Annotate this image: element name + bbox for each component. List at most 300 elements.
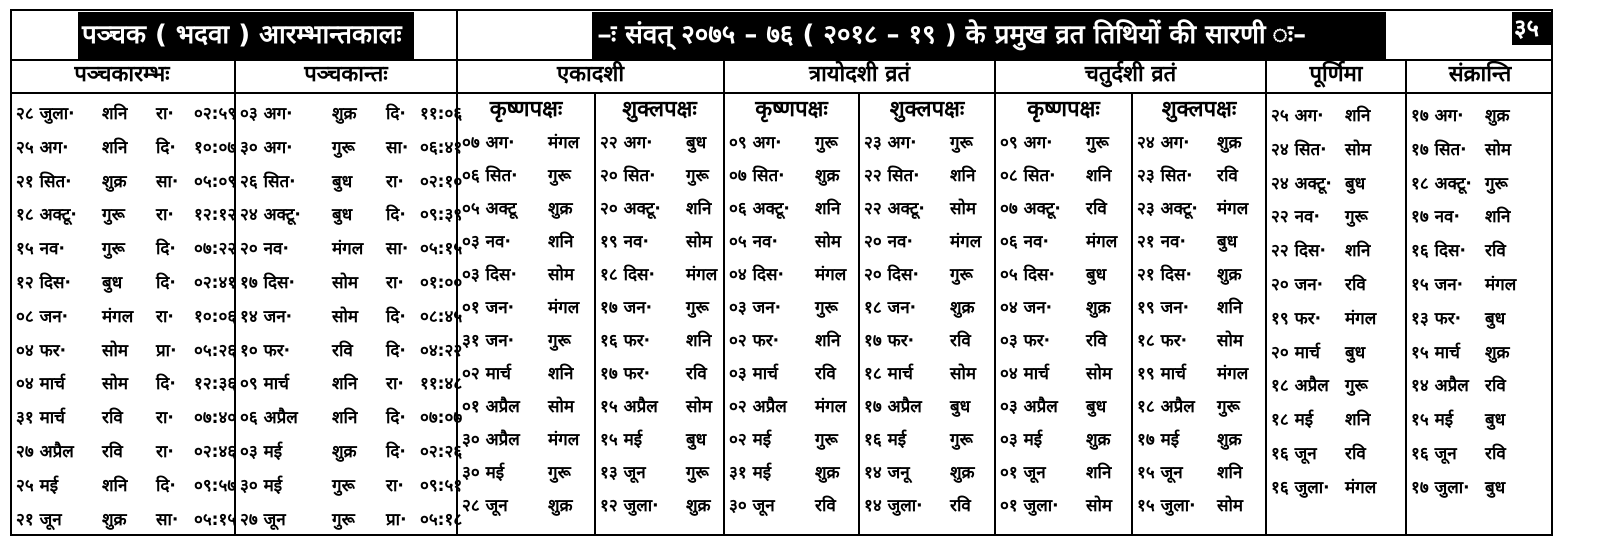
cell-text: १८ फर·: [1137, 331, 1188, 351]
cell-text: ०१:००: [420, 273, 463, 293]
cell-text: शनि: [1086, 166, 1112, 186]
cell-text: सोम: [332, 273, 359, 293]
cell-text: १७ फर·: [600, 364, 651, 384]
cell-text: मंगल: [102, 306, 134, 327]
cell-text: २७ जून: [240, 509, 286, 530]
cell-text: ३१ जन·: [462, 331, 515, 351]
cell-text: शनि: [548, 364, 574, 384]
cell-text: २३ सित·: [1137, 166, 1193, 186]
cell-text: शनि: [815, 199, 841, 219]
cell-text: रवि: [1345, 275, 1366, 295]
cell-text: शुक्र: [1217, 430, 1242, 450]
cell-text: दि·: [386, 306, 406, 327]
cell-text: गुरू: [815, 430, 838, 450]
cell-text: ०३ अग·: [240, 104, 293, 124]
cell-text: सा·: [156, 171, 179, 192]
cell-text: १५ मई: [600, 430, 643, 450]
cell-text: रवि: [1485, 376, 1506, 397]
cell-text: शनि: [686, 199, 712, 219]
sub-divider: [594, 92, 596, 536]
cell-text: ०७ अक्टू·: [1000, 199, 1061, 219]
cell-text: २५ अग·: [1271, 106, 1324, 126]
cell-text: १५ अप्रैल: [600, 397, 658, 417]
cell-text: ०२:४१: [194, 273, 237, 293]
cell-text: रवि: [1485, 444, 1506, 464]
cell-text: मंगल: [815, 265, 847, 285]
cell-text: १९ फर·: [1271, 308, 1322, 329]
cell-text: सा·: [386, 239, 409, 260]
cell-text: बुध: [1345, 173, 1366, 194]
cell-text: गुरू: [686, 298, 709, 318]
cell-text: ३१ मई: [729, 463, 772, 483]
cell-text: बुध: [686, 133, 707, 153]
cell-text: शुक्र: [548, 199, 573, 219]
cell-text: २० अक्टू·: [600, 199, 661, 219]
header-bottom-rule: [10, 92, 1553, 94]
cell-text: १८ दिस·: [600, 265, 655, 285]
cell-text: ०४ मार्च: [1000, 364, 1049, 384]
header-panchak-start: पञ्चकारम्भः: [74, 62, 170, 87]
cell-text: १८ जन·: [864, 298, 917, 318]
cell-text: सोम: [548, 397, 575, 417]
cell-text: शनि: [686, 331, 712, 351]
cell-text: ०१ जुला·: [1000, 496, 1059, 516]
cell-text: शुक्र: [815, 166, 840, 186]
cell-text: ०४ जन·: [1000, 298, 1053, 318]
cell-text: शुक्र: [1086, 298, 1111, 318]
cell-text: ११:०६: [420, 104, 463, 124]
cell-text: ०१ जून: [1000, 463, 1046, 483]
cell-text: ०९ मार्च: [240, 374, 289, 395]
cell-text: १८ अप्रैल: [1271, 376, 1329, 397]
cell-text: शनि: [1485, 207, 1511, 228]
cell-text: गुरू: [1217, 397, 1240, 417]
subheader-trayodashi-shukla: शुक्लपक्षः: [889, 97, 965, 122]
cell-text: १५ नव·: [16, 239, 65, 260]
cell-text: बुध: [1485, 477, 1506, 498]
cell-text: ०९ अग·: [1000, 133, 1053, 153]
cell-text: ०२ फर·: [729, 331, 780, 351]
cell-text: गुरू: [1345, 376, 1368, 397]
cell-text: शुक्र: [1485, 106, 1510, 126]
cell-text: ०५:२६: [194, 340, 237, 361]
cell-text: सा·: [156, 509, 179, 530]
cell-text: बुध: [1217, 232, 1238, 252]
cell-text: रवि: [102, 408, 123, 429]
cell-text: ०६ सित·: [462, 166, 518, 186]
cell-text: १५ जून: [1137, 463, 1183, 483]
cell-text: मंगल: [815, 397, 847, 417]
cell-text: ०४ फर·: [16, 340, 67, 361]
cell-text: बुध: [950, 397, 971, 417]
cell-text: सोम: [686, 232, 713, 252]
cell-text: ११:४८: [420, 374, 463, 395]
cell-text: शुक्र: [950, 298, 975, 318]
cell-text: १६ जून: [1411, 444, 1457, 464]
cell-text: गुरू: [102, 205, 125, 226]
header-ekadashi: एकादशी: [556, 62, 625, 87]
cell-text: सोम: [950, 199, 977, 219]
cell-text: रा·: [156, 442, 174, 462]
cell-text: २८ जुला·: [16, 104, 75, 124]
cell-text: १२:३६: [194, 374, 237, 395]
col-divider: [1265, 59, 1267, 536]
cell-text: १८ मार्च: [864, 364, 913, 384]
cell-text: २२ दिस·: [1271, 241, 1326, 262]
cell-text: २० दिस·: [864, 265, 919, 285]
cell-text: ०४ मार्च: [16, 374, 65, 395]
cell-text: ०६ अक्टू·: [729, 199, 790, 219]
cell-text: ३० मई: [240, 475, 283, 496]
cell-text: १६ फर·: [600, 331, 651, 351]
cell-text: २३ अग·: [864, 133, 917, 153]
cell-text: शुक्र: [332, 104, 357, 124]
cell-text: सा·: [386, 137, 409, 158]
cell-text: रवि: [815, 496, 836, 516]
cell-text: ०७:२२: [194, 239, 237, 260]
cell-text: बुध: [1345, 342, 1366, 363]
cell-text: सोम: [1086, 364, 1113, 384]
cell-text: ३० मई: [462, 463, 505, 483]
cell-text: गुरू: [332, 509, 355, 530]
cell-text: सोम: [815, 232, 842, 252]
cell-text: १४ जन·: [240, 306, 293, 327]
cell-text: २४ अक्टू·: [1271, 173, 1332, 194]
cell-text: गुरू: [815, 133, 838, 153]
cell-text: शुक्र: [102, 171, 127, 192]
cell-text: ०३ नव·: [462, 232, 511, 252]
cell-text: २५ अग·: [16, 137, 69, 158]
cell-text: गुरू: [102, 239, 125, 260]
col-divider: [994, 59, 996, 536]
cell-text: दि·: [386, 340, 406, 361]
cell-text: १३ जून: [600, 463, 646, 483]
cell-text: ०३ दिस·: [462, 265, 517, 285]
cell-text: दि·: [156, 239, 176, 260]
cell-text: १७ जन·: [600, 298, 653, 318]
cell-text: २८ जून: [462, 496, 508, 516]
cell-text: ०५:१८: [420, 509, 463, 530]
cell-text: २४ अग·: [1137, 133, 1190, 153]
cell-text: ३१ मार्च: [16, 408, 65, 429]
cell-text: गुरू: [950, 430, 973, 450]
cell-text: शनि: [1345, 410, 1371, 431]
cell-text: २४ सित·: [1271, 139, 1327, 160]
cell-text: २१ दिस·: [1137, 265, 1192, 285]
cell-text: ०२:१०: [420, 171, 463, 192]
cell-text: दि·: [156, 475, 176, 496]
cell-text: बुध: [686, 430, 707, 450]
cell-text: गुरू: [1086, 133, 1109, 153]
cell-text: शनि: [1217, 298, 1243, 318]
cell-text: शुक्र: [1217, 265, 1242, 285]
cell-text: शुक्र: [332, 442, 357, 462]
cell-text: रा·: [156, 104, 174, 124]
cell-text: २० जन·: [1271, 275, 1324, 295]
cell-text: शुक्र: [815, 463, 840, 483]
cell-text: शुक्र: [1485, 342, 1510, 363]
cell-text: ०५ दिस·: [1000, 265, 1055, 285]
cell-text: २१ सित·: [16, 171, 72, 192]
cell-text: गुरू: [950, 265, 973, 285]
col-divider: [723, 59, 725, 536]
cell-text: १८ अक्टू·: [1411, 173, 1472, 194]
cell-text: गुरू: [950, 133, 973, 153]
cell-text: ३० अग·: [240, 137, 293, 158]
cell-text: रवि: [332, 340, 353, 361]
subheader-trayodashi-krishna: कृष्णपक्षः: [755, 97, 828, 122]
cell-text: ०९ अग·: [729, 133, 782, 153]
col-divider: [1405, 59, 1407, 536]
cell-text: २७ अप्रैल: [16, 442, 74, 462]
cell-text: ०५ अक्टू: [462, 199, 517, 219]
cell-text: सोम: [102, 340, 129, 361]
cell-text: सोम: [1485, 139, 1512, 160]
cell-text: गुरू: [332, 475, 355, 496]
cell-text: मंगल: [548, 298, 580, 318]
cell-text: शनि: [102, 137, 128, 158]
sub-divider: [1131, 92, 1133, 536]
cell-text: १७ फर·: [864, 331, 915, 351]
cell-text: १७ अग·: [1411, 106, 1464, 126]
cell-text: मंगल: [950, 232, 982, 252]
cell-text: २० नव·: [864, 232, 913, 252]
cell-text: १७ मई: [1137, 430, 1180, 450]
cell-text: सोम: [950, 364, 977, 384]
sub-divider: [858, 92, 860, 536]
cell-text: बुध: [1485, 308, 1506, 329]
cell-text: शुक्र: [950, 463, 975, 483]
cell-text: दि·: [386, 408, 406, 429]
cell-text: ०४:२२: [420, 340, 463, 361]
cell-text: ३० जून: [729, 496, 775, 516]
cell-text: शनि: [1345, 106, 1371, 126]
subheader-ekadashi-krishna: कृष्णपक्षः: [489, 97, 563, 122]
header-top-rule: [10, 59, 1553, 61]
cell-text: १५ जुला·: [1137, 496, 1196, 516]
cell-text: दि·: [156, 273, 176, 293]
cell-text: रा·: [156, 408, 174, 429]
cell-text: बुध: [1086, 265, 1107, 285]
cell-text: सोम: [686, 397, 713, 417]
cell-text: शुक्र: [1086, 430, 1111, 450]
header-sankranti: संक्रान्ति: [1448, 62, 1512, 87]
cell-text: १४ अप्रैल: [1411, 376, 1469, 397]
cell-text: ०६ नव·: [1000, 232, 1049, 252]
cell-text: ०५:१५: [420, 239, 463, 260]
cell-text: शनि: [548, 232, 574, 252]
cell-text: बुध: [332, 171, 353, 192]
cell-text: १७ जुला·: [1411, 477, 1470, 498]
cell-text: ०८ जन·: [16, 306, 69, 327]
cell-text: २३ अक्टू·: [1137, 199, 1198, 219]
cell-text: २० नव·: [240, 239, 289, 260]
cell-text: ०९:५७: [194, 475, 237, 496]
cell-text: रा·: [386, 475, 404, 496]
cell-text: सोम: [102, 374, 129, 395]
cell-text: ०३ अप्रैल: [1000, 397, 1058, 417]
title-left: पञ्चक ( भदवा ) आरम्भान्तकालः: [82, 20, 402, 50]
cell-text: २१ जून: [16, 509, 62, 530]
cell-text: रवि: [1217, 166, 1238, 186]
cell-text: रवि: [1485, 241, 1506, 262]
cell-text: गुरू: [548, 166, 571, 186]
cell-text: २२ अग·: [600, 133, 653, 153]
cell-text: २४ अक्टू·: [240, 205, 301, 226]
cell-text: रवि: [1345, 444, 1366, 464]
cell-text: १५ मई: [1411, 410, 1454, 431]
cell-text: ०७:४०: [194, 408, 237, 429]
cell-text: १४ जनू: [864, 463, 910, 483]
cell-text: सोम: [1217, 496, 1244, 516]
cell-text: गुरू: [332, 137, 355, 158]
cell-text: १८ अक्टू·: [16, 205, 77, 226]
cell-text: १६ जून: [1271, 444, 1317, 464]
cell-text: मंगल: [1345, 308, 1377, 329]
title-center: –ः संवत् २०७५ – ७६ ( २०१८ – १९ ) के प्रमुख व्रत तिथियों की सारणी ः–: [598, 20, 1307, 50]
cell-text: रवि: [950, 331, 971, 351]
cell-text: १०:०६: [194, 306, 237, 327]
cell-text: रा·: [386, 273, 404, 293]
cell-text: दि·: [386, 205, 406, 226]
cell-text: मंगल: [1345, 477, 1377, 498]
cell-text: शनि: [1217, 463, 1243, 483]
cell-text: ०७:०७: [420, 408, 463, 429]
subheader-chaturdashi-krishna: कृष्णपक्षः: [1027, 97, 1100, 122]
cell-text: रा·: [386, 171, 404, 192]
cell-text: ०७ सित·: [729, 166, 785, 186]
cell-text: ०३ मई: [240, 442, 283, 462]
cell-text: १७ दिस·: [240, 273, 295, 293]
cell-text: ०९:५१: [420, 475, 463, 496]
cell-text: ०२:५९: [194, 104, 237, 124]
cell-text: ०५:१५: [194, 509, 237, 530]
cell-text: ३० अप्रैल: [462, 430, 520, 450]
cell-text: ०३ फर·: [1000, 331, 1051, 351]
cell-text: ०५:०९: [194, 171, 237, 192]
cell-text: सोम: [548, 265, 575, 285]
cell-text: शनि: [1345, 241, 1371, 262]
cell-text: दि·: [386, 104, 406, 124]
cell-text: २२ नव·: [1271, 207, 1320, 228]
cell-text: मंगल: [1217, 364, 1249, 384]
cell-text: ०२:२६: [420, 442, 463, 462]
cell-text: प्रा·: [156, 340, 177, 361]
cell-text: गुरू: [686, 463, 709, 483]
header-chaturdashi: चतुर्दशी व्रतं: [1084, 62, 1177, 87]
cell-text: १९ नव·: [600, 232, 649, 252]
cell-text: १६ जुला·: [1271, 477, 1330, 498]
cell-text: रवि: [1086, 331, 1107, 351]
header-panchak-end: पञ्चकान्तः: [304, 62, 388, 87]
cell-text: १६ मई: [864, 430, 907, 450]
cell-text: २६ सित·: [240, 171, 296, 192]
cell-text: १२ दिस·: [16, 273, 71, 293]
cell-text: गुरू: [1345, 207, 1368, 228]
cell-text: ०३ मई: [1000, 430, 1043, 450]
cell-text: शनि: [332, 374, 358, 395]
cell-text: २१ नव·: [1137, 232, 1186, 252]
cell-text: रा·: [156, 306, 174, 327]
cell-text: गुरू: [548, 331, 571, 351]
cell-text: रवि: [1086, 199, 1107, 219]
cell-text: शुक्र: [548, 496, 573, 516]
cell-text: १९ मार्च: [1137, 364, 1186, 384]
cell-text: २० सित·: [600, 166, 656, 186]
cell-text: १४ जुला·: [864, 496, 923, 516]
cell-text: सोम: [332, 306, 359, 327]
subheader-ekadashi-shukla: शुक्लपक्षः: [622, 97, 697, 122]
cell-text: बुध: [1086, 397, 1107, 417]
cell-text: सोम: [1217, 331, 1244, 351]
cell-text: ०२ अप्रैल: [729, 397, 787, 417]
cell-text: १० फर·: [240, 340, 291, 361]
cell-text: बुध: [1485, 410, 1506, 431]
cell-text: गुरू: [815, 298, 838, 318]
cell-text: १८ अप्रैल: [1137, 397, 1195, 417]
cell-text: रवि: [102, 442, 123, 462]
cell-text: मंगल: [1086, 232, 1118, 252]
cell-text: बुध: [102, 273, 123, 293]
cell-text: रवि: [815, 364, 836, 384]
cell-text: १५ जन·: [1411, 275, 1464, 295]
cell-text: गुरू: [686, 166, 709, 186]
cell-text: रा·: [386, 374, 404, 395]
cell-text: मंगल: [548, 430, 580, 450]
cell-text: गुरू: [548, 463, 571, 483]
cell-text: शनि: [815, 331, 841, 351]
cell-text: १५ मार्च: [1411, 342, 1460, 363]
cell-text: ०२:४६: [194, 442, 237, 462]
cell-text: १२ जुला·: [600, 496, 659, 516]
cell-text: १७ अप्रैल: [864, 397, 922, 417]
cell-text: ०५ नव·: [729, 232, 778, 252]
cell-text: ०२ मई: [729, 430, 772, 450]
cell-text: शनि: [950, 166, 976, 186]
header-trayodashi: त्रायोदशी व्रतं: [808, 62, 911, 87]
cell-text: मंगल: [332, 239, 364, 260]
cell-text: ०३ मार्च: [729, 364, 778, 384]
cell-text: मंगल: [1217, 199, 1249, 219]
cell-text: गुरू: [1485, 173, 1508, 194]
cell-text: सोम: [1086, 496, 1113, 516]
cell-text: शनि: [332, 408, 358, 429]
cell-text: ०८:४५: [420, 306, 463, 327]
cell-text: १०:०७: [194, 137, 237, 158]
header-purnima: पूर्णिमा: [1309, 62, 1363, 87]
cell-text: शुक्र: [1217, 133, 1242, 153]
cell-text: शुक्र: [686, 496, 711, 516]
cell-text: दि·: [156, 137, 176, 158]
subheader-chaturdashi-shukla: शुक्लपक्षः: [1161, 97, 1237, 122]
cell-text: शनि: [102, 475, 128, 496]
cell-text: शनि: [1086, 463, 1112, 483]
cell-text: शनि: [102, 104, 128, 124]
cell-text: शुक्र: [102, 509, 127, 530]
cell-text: प्रा·: [386, 509, 407, 530]
cell-text: २२ अक्टू·: [864, 199, 925, 219]
cell-text: ०६ अप्रैल: [240, 408, 298, 429]
page-number: ३५: [1514, 14, 1539, 42]
cell-text: मंगल: [548, 133, 580, 153]
cell-text: बुध: [332, 205, 353, 226]
cell-text: ०३ जन·: [729, 298, 782, 318]
cell-text: ०९:३९: [420, 205, 463, 226]
cell-text: १८ मई: [1271, 410, 1314, 431]
cell-text: रवि: [950, 496, 971, 516]
cell-text: १७ नव·: [1411, 207, 1460, 228]
cell-text: १६ दिस·: [1411, 241, 1466, 262]
